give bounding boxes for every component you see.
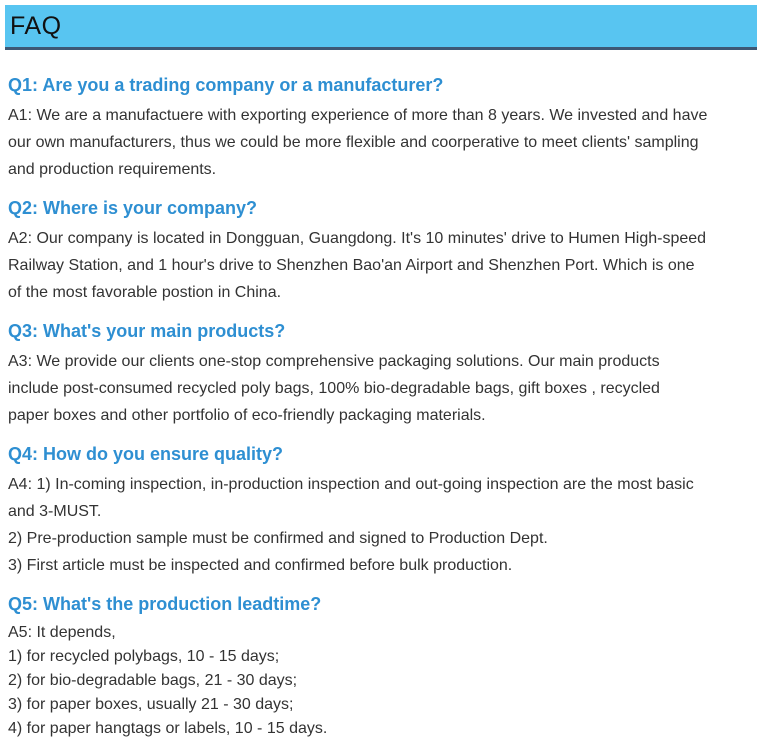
answer-line: paper boxes and other portfolio of eco-friendly packaging materials. bbox=[8, 407, 486, 424]
answer-line: 2) Pre-production sample must be confirmed and signed to Production Dept. bbox=[8, 530, 548, 547]
faq-section-q4 bbox=[8, 443, 755, 579]
answer-line: Railway Station, and 1 hour's drive to Shenzhen Bao'an Airport and Shenzhen Port. Which is one bbox=[8, 257, 695, 274]
answer-line: 3) for paper boxes, usually 21 - 30 days; bbox=[8, 696, 294, 713]
faq-answer-q3 bbox=[8, 348, 755, 429]
answer-line: include post-consumed recycled poly bags, 100% bio-degradable bags, gift boxes , recycled bbox=[8, 380, 660, 397]
answer-line: A5: It depends, bbox=[8, 624, 116, 641]
answer-line: 3) First article must be inspected and confirmed before bulk production. bbox=[8, 557, 513, 574]
answer-line: of the most favorable postion in China. bbox=[8, 284, 282, 301]
answer-line: our own manufacturers, thus we could be more flexible and coorperative to meet clients' sampling bbox=[8, 134, 699, 151]
faq-content bbox=[0, 50, 765, 741]
answer-line: 4) for paper hangtags or labels, 10 - 15 days. bbox=[8, 720, 328, 737]
answer-line: A2: Our company is located in Dongguan, Guangdong. It's 10 minutes' drive to Humen High-speed bbox=[8, 230, 707, 247]
answer-line: A3: We provide our clients one-stop comprehensive packaging solutions. Our main products bbox=[8, 353, 660, 370]
faq-header-bar bbox=[5, 5, 757, 50]
faq-question-q3: Q3: What's your main products? bbox=[8, 321, 286, 341]
answer-line: and production requirements. bbox=[8, 161, 217, 178]
faq-question-q1: Q1: Are you a trading company or a manufacturer? bbox=[8, 75, 444, 95]
faq-question-q2: Q2: Where is your company? bbox=[8, 198, 258, 218]
answer-line: A1: We are a manufactuere with exporting experience of more than 8 years. We invested and have bbox=[8, 107, 708, 124]
faq-question-q5: Q5: What's the production leadtime? bbox=[8, 594, 322, 614]
answer-line: 2) for bio-degradable bags, 21 - 30 days; bbox=[8, 672, 298, 689]
faq-answer-q5 bbox=[8, 621, 755, 741]
answer-line: 1) for recycled polybags, 10 - 15 days; bbox=[8, 648, 280, 665]
faq-section-q3 bbox=[8, 320, 755, 429]
faq-section-q5 bbox=[8, 593, 755, 741]
faq-answer-q2 bbox=[8, 225, 755, 306]
faq-question-q4: Q4: How do you ensure quality? bbox=[8, 444, 284, 464]
answer-line: and 3-MUST. bbox=[8, 503, 102, 520]
faq-section-q2 bbox=[8, 197, 755, 306]
faq-answer-q4 bbox=[8, 471, 755, 579]
answer-line: A4: 1) In-coming inspection, in-production inspection and out-going inspection are the most basic bbox=[8, 476, 694, 493]
page-title: FAQ bbox=[10, 11, 62, 40]
faq-section-q1 bbox=[8, 74, 755, 183]
faq-answer-q1 bbox=[8, 102, 755, 183]
